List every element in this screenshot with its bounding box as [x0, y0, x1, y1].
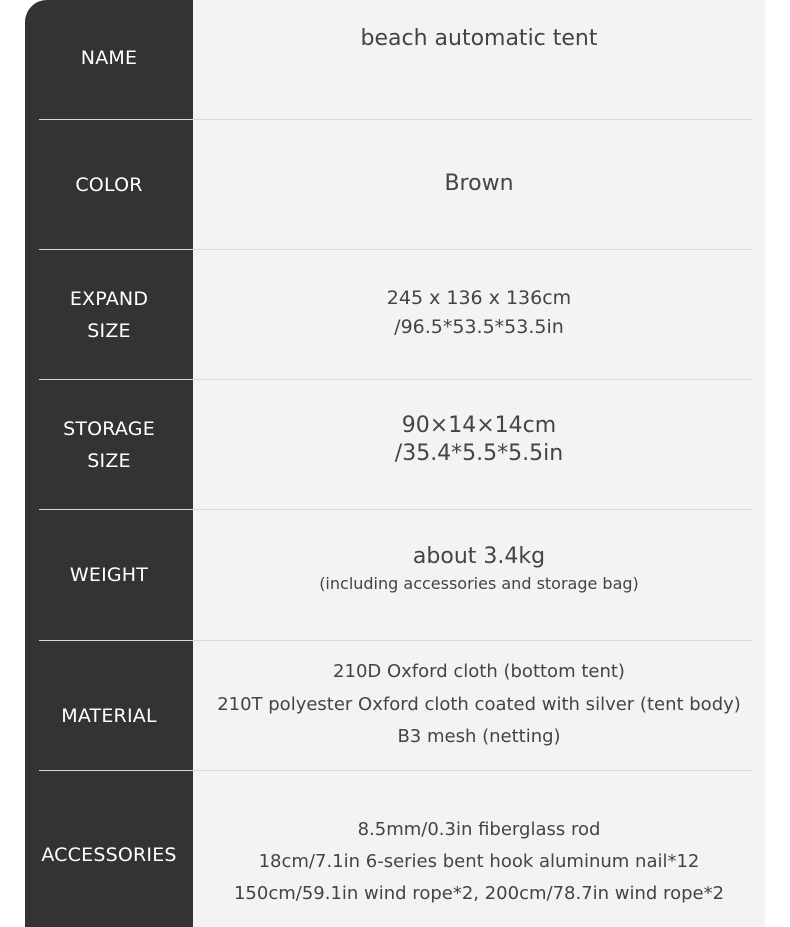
color-label-text: COLOR	[75, 173, 143, 196]
storage-size-label	[25, 380, 193, 509]
accessories-line: 150cm/59.1in wind rope*2, 200cm/78.7in wind rope*2	[233, 883, 725, 904]
expand-size-value-line2: /96.5*53.5*53.5in	[394, 316, 564, 338]
expand-size-value-cell	[193, 250, 765, 379]
spec-row-storage-size	[25, 380, 765, 509]
spec-row-expand-size	[25, 250, 765, 379]
accessories-line: 18cm/7.1in 6-series bent hook aluminum nail*12	[258, 851, 700, 872]
expand-size-label	[25, 250, 193, 379]
spec-table	[25, 0, 765, 927]
color-value-cell	[193, 120, 765, 249]
spec-row-name	[25, 0, 765, 118]
expand-size-label-line2: SIZE	[87, 319, 131, 342]
spec-row-color	[25, 120, 765, 249]
material-line: B3 mesh (netting)	[397, 726, 561, 747]
accessories-label-text: ACCESSORIES	[41, 844, 177, 866]
name-label	[25, 0, 193, 118]
name-value-cell	[193, 0, 765, 118]
accessories-label	[25, 771, 193, 927]
material-line: 210D Oxford cloth (bottom tent)	[333, 661, 625, 682]
color-label	[25, 120, 193, 249]
weight-label	[25, 510, 193, 640]
storage-size-value-line2: /35.4*5.5*5.5in	[394, 441, 564, 466]
expand-size-label-line1: EXPAND	[69, 287, 149, 310]
weight-note: (including accessories and storage bag)	[319, 574, 639, 593]
spec-row-weight	[25, 510, 765, 640]
accessories-line: 8.5mm/0.3in fiberglass rod	[357, 819, 601, 840]
material-value-cell	[193, 641, 765, 770]
expand-size-value-line1: 245 x 136 x 136cm	[386, 287, 572, 309]
material-label	[25, 641, 193, 770]
spec-row-accessories	[25, 771, 765, 927]
weight-label-text: WEIGHT	[69, 564, 149, 586]
name-label-text: NAME	[80, 47, 138, 69]
material-line: 210T polyester Oxford cloth coated with silver (tent body)	[217, 694, 741, 715]
storage-size-label-line1: STORAGE	[63, 417, 155, 440]
accessories-value-cell	[193, 771, 765, 927]
spec-row-material	[25, 641, 765, 770]
name-value: beach automatic tent	[360, 26, 598, 51]
weight-value: about 3.4kg	[412, 544, 546, 569]
storage-size-value-cell	[193, 380, 765, 509]
storage-size-value-line1: 90×14×14cm	[401, 413, 557, 438]
weight-value-cell	[193, 510, 765, 640]
storage-size-label-line2: SIZE	[87, 449, 131, 472]
color-value: Brown	[444, 171, 514, 196]
material-label-text: MATERIAL	[61, 704, 157, 727]
